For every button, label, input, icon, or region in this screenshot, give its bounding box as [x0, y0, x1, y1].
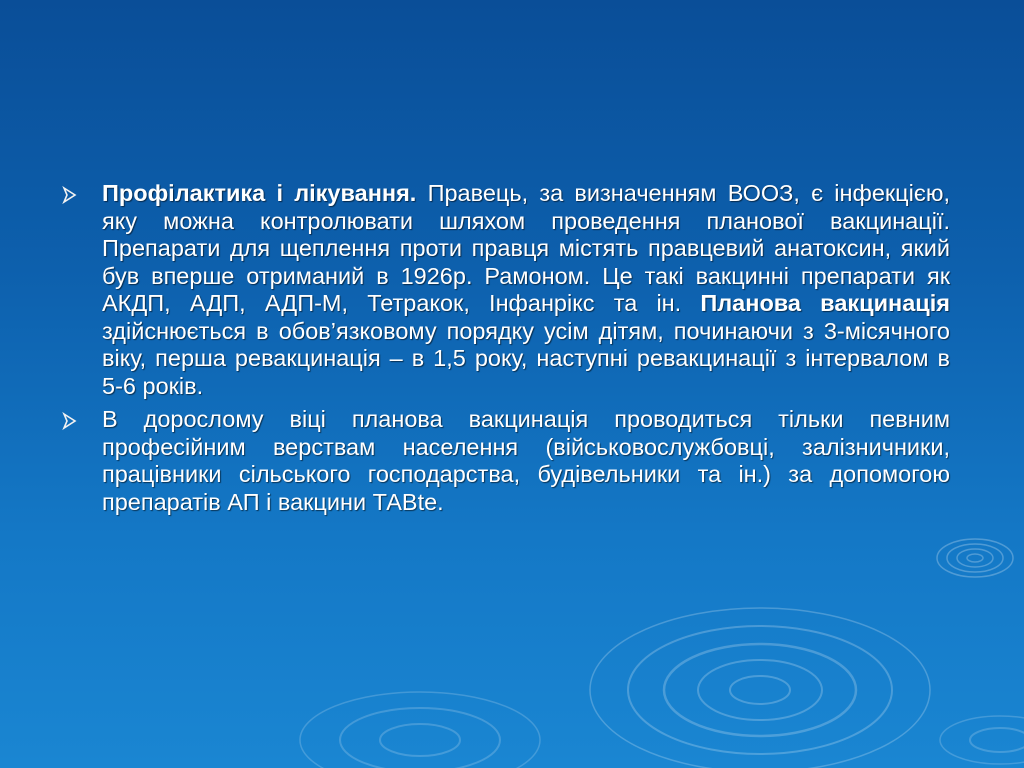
chevron-right-icon	[60, 411, 80, 431]
bullet-item-adults	[60, 406, 950, 516]
bullet-text: В дорослому віці планова вакцинація проводиться тільки певним професійним верствам населення (військовослужбовці, залізничники, працівники сільського господарства, будівельники та ін.) за допомогою препаратів АП і вакцини ТАВte.	[102, 406, 950, 515]
bullet-item-prevention	[60, 180, 950, 400]
ripple-bottom-left	[300, 692, 540, 768]
ripple-bottom-right	[940, 716, 1024, 764]
ripple-small-right	[937, 539, 1013, 577]
bullet-list	[60, 180, 950, 522]
bullet-text-part2: здійснюється в обов’язковому порядку усім дітям, починаючи з 3-місячного віку, перша ревакцинація – в 1,5 року, наступні ревакцинації з інтервалом в 5-6 років.	[102, 317, 950, 399]
bullet-lead-bold: Профілактика і лікування.	[102, 180, 417, 206]
bullet-mid-bold: Планова вакцинація	[700, 290, 950, 316]
bullet-text-part1: Правець, за визначенням ВООЗ, є інфекцією, яку можна контролювати шляхом проведення планової вакцинації. Препарати для щеплення проти правця містять правцевий анатоксин, який був вперше отриманий в 1926р. Рамоном. Це такі вакцинні препарати як АКДП, АДП, АДП-М, Тетракок, Інфанрікс та ін.	[102, 180, 951, 316]
ripple-large	[590, 608, 930, 768]
chevron-right-icon	[60, 185, 80, 205]
